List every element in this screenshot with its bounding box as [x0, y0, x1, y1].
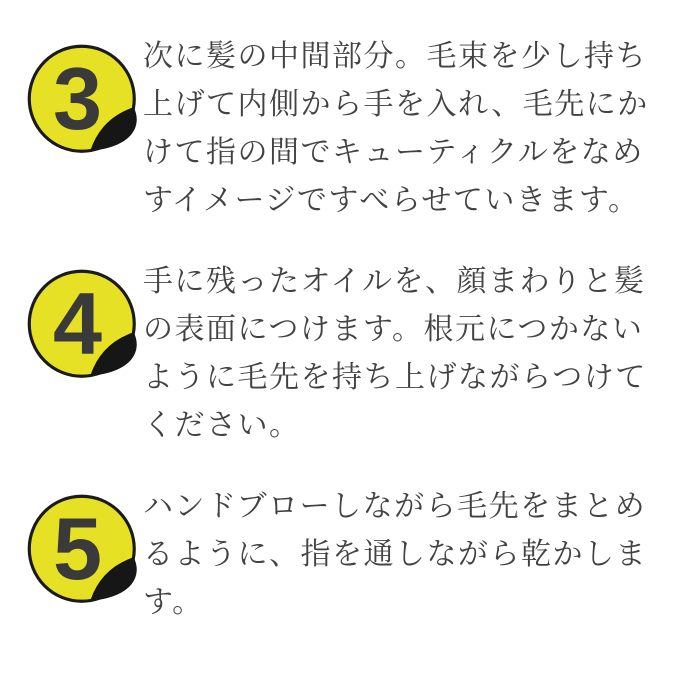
- step-row-4: [24, 258, 652, 450]
- step-badge-5: [24, 491, 143, 617]
- step-row-3: [24, 33, 652, 225]
- step-text: 次に髪の中間部分。毛束を少し持ち上げて内側から手を入れ、毛先にかけて指の間でキューティクルをなめすイメージですべらせていきます。: [143, 40, 649, 217]
- sticker-badge-icon: [24, 266, 150, 392]
- step-number: 4: [53, 274, 103, 374]
- step-number: 3: [53, 49, 103, 149]
- sticker-badge-icon: [24, 41, 150, 167]
- step-text: 手に残ったオイルを、顔まわりと髪の表面につけます。根元につかないように毛先を持ち上げながらつけてください。: [143, 265, 647, 442]
- step-number: 5: [53, 499, 103, 599]
- step-text: ハンドブローしながら毛先をまとめるように、指を通しながら乾かします。: [143, 490, 647, 619]
- step-badge-4: [24, 266, 143, 392]
- step-badge-3: [24, 41, 143, 167]
- step-row-5: [24, 483, 652, 627]
- sticker-badge-icon: [24, 491, 150, 617]
